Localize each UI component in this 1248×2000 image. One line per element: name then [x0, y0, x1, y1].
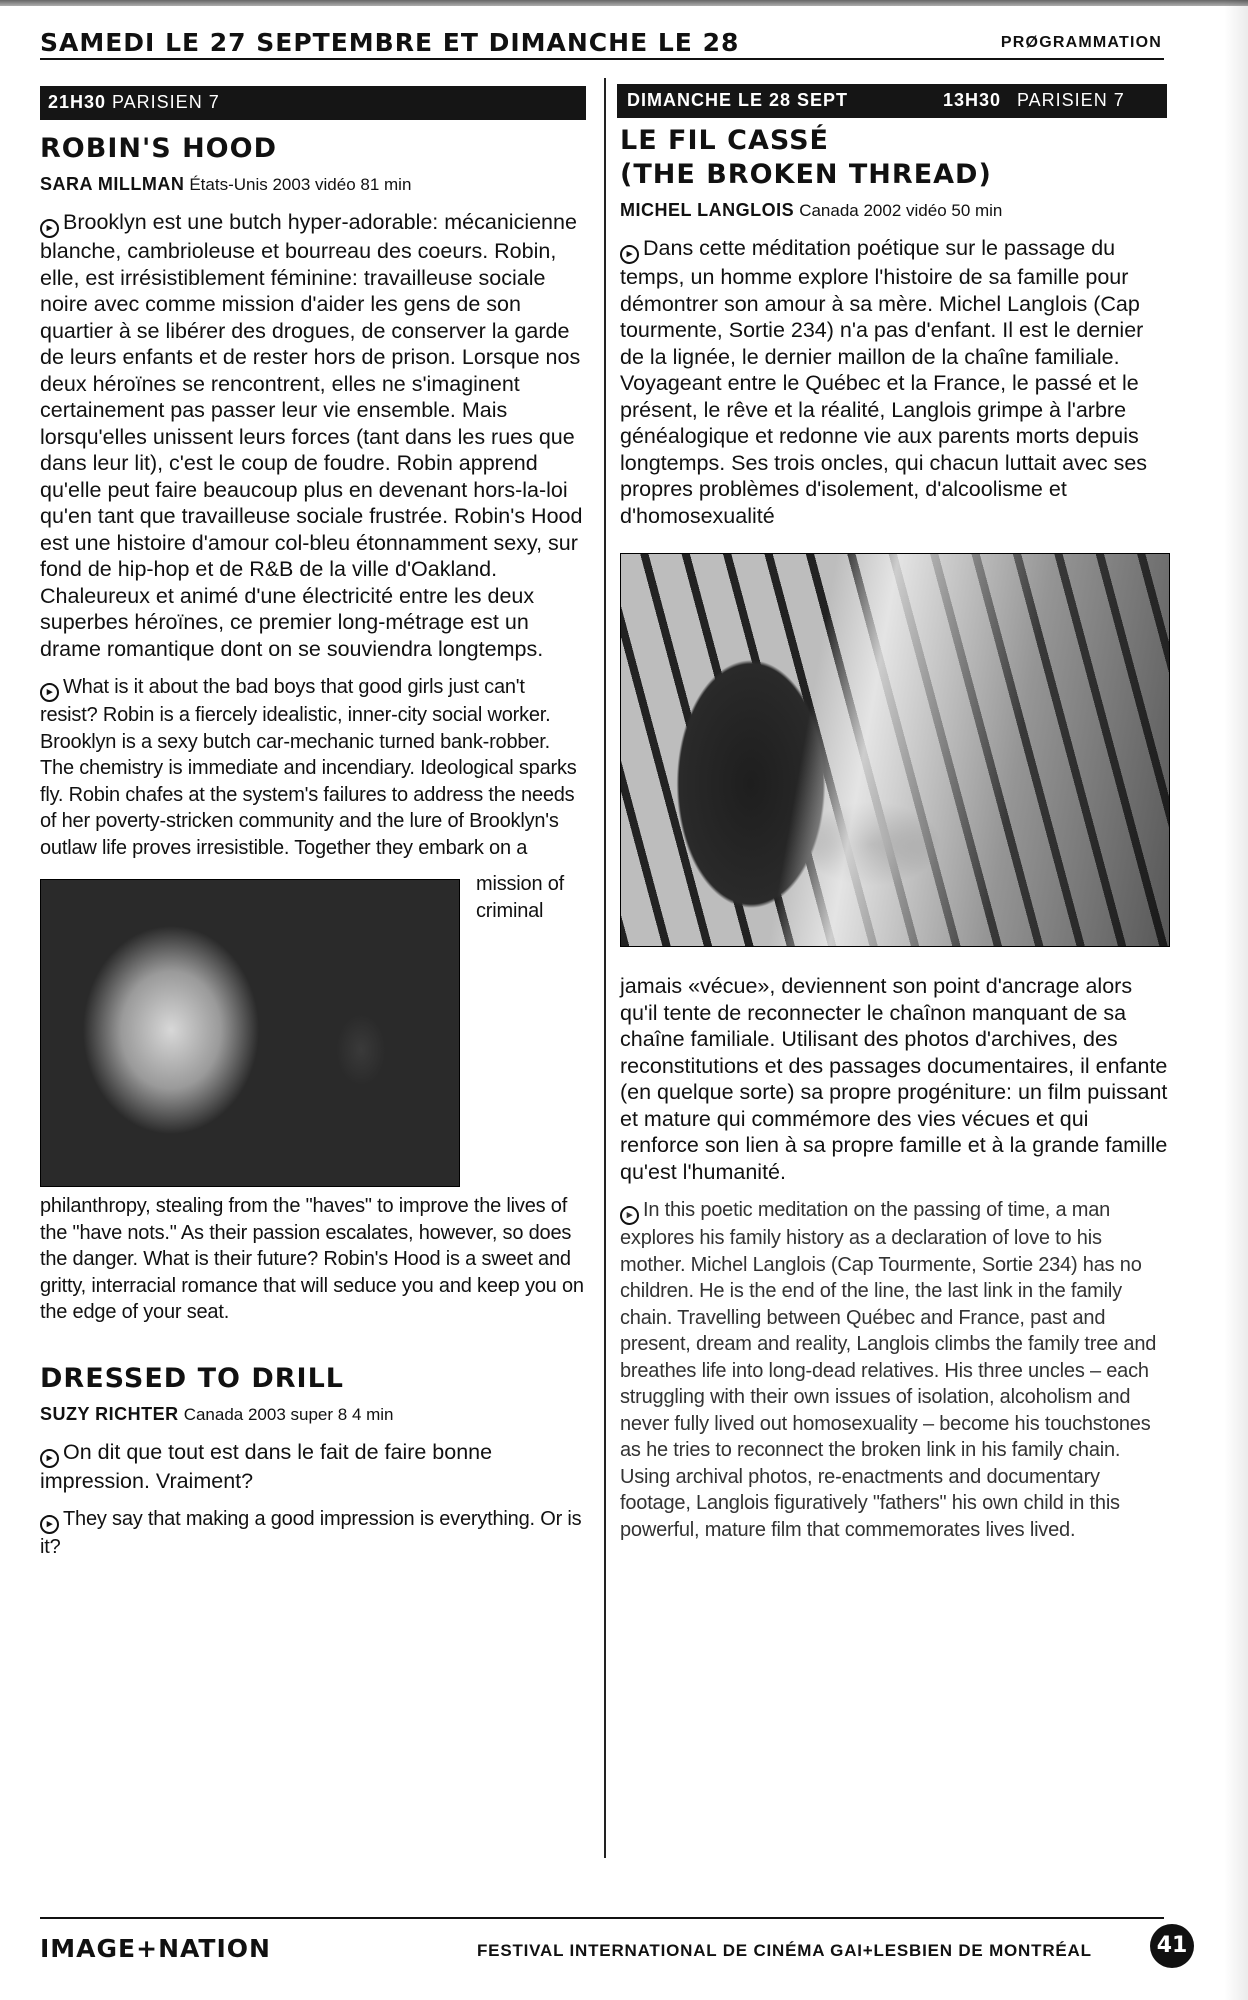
page-number: 41: [1150, 1924, 1194, 1968]
film-details: Canada 2002 vidéo 50 min: [799, 201, 1003, 220]
director-name: SUZY RICHTER: [40, 1403, 179, 1424]
header-rule: [40, 58, 1164, 60]
film-title: LE FIL CASSÉ: [620, 125, 829, 156]
footer-rule: [40, 1917, 1164, 1919]
page-title: SAMEDI LE 27 SEPTEMBRE ET DIMANCHE LE 28: [40, 28, 740, 57]
english-synopsis: [40, 1506, 585, 1561]
screening-day: DIMANCHE LE 28 SEPT: [627, 90, 849, 110]
film-still-photo: [40, 879, 460, 1187]
footer-brand: IMAGE+NATION: [40, 1934, 271, 1963]
footer-festival-name: FESTIVAL INTERNATIONAL DE CINÉMA GAI+LESBIEN DE MONTRÉAL: [477, 1941, 1092, 1960]
english-synopsis: [620, 1197, 1168, 1543]
bullet-icon: ▸: [620, 245, 639, 264]
film-credit: [620, 200, 1168, 221]
bullet-icon: ▸: [620, 1206, 639, 1225]
film-still-photo: [620, 553, 1170, 947]
french-synopsis: [620, 235, 1168, 529]
page-top-shade: [0, 0, 1248, 6]
french-synopsis-text: Dans cette méditation poétique sur le passage du temps, un homme explore l'histoire de sa famille pour démontrer son amour à sa mère. Michel Langlois (Cap tourmente, Sortie 234) n'a pas d'enfant. Il est le dernier de la lignée, le dernier maillon de la chaîne familiale. Voyageant entre le Québec et la France, le passé et le présent, le rêve et la réalité, Langlois grimpe à l'arbre généalogique et redonne vie aux parents morts depuis longtemps. Ses trois oncles, qui chacun luttait avec ses propres problèmes d'isolement, d'alcoolisme et d'homosexualité: [620, 236, 1148, 528]
film-credit: [40, 1404, 585, 1425]
director-name: SARA MILLMAN: [40, 174, 185, 194]
english-synopsis: [40, 674, 585, 861]
screening-venue: PARISIEN 7: [112, 92, 220, 112]
bullet-icon: ▸: [40, 683, 59, 702]
binding-shade: [1224, 0, 1248, 2000]
film-credit: [40, 174, 585, 195]
french-synopsis-continued: [620, 973, 1168, 1185]
film-title: DRESSED TO DRILL: [40, 1362, 345, 1394]
section-label: PRØGRAMMATION: [1000, 34, 1162, 51]
page-header: [40, 24, 1162, 58]
bullet-icon: ▸: [40, 1449, 59, 1468]
column-divider: [604, 78, 606, 1858]
screening-bar-right: [617, 84, 1167, 118]
right-column: [620, 124, 1168, 1553]
film-title: ROBIN'S HOOD: [40, 133, 277, 164]
french-synopsis-text: jamais «vécue», deviennent son point d'ancrage alors qu'il tente de reconnecter le chaînon manquant de sa chaîne familiale. Utilisant des photos d'archives, des reconstitutions et des passages documentaires, il enfante (en quelque sorte) sa propre progéniture: un film puissant et mature qui commémore des vies vécues et qui renforce son lien à sa propre famille et à la grande famille qu'est l'humanité.: [620, 974, 1168, 1184]
english-synopsis-text: They say that making a good impression is everything. Or is it?: [40, 1508, 582, 1558]
french-synopsis: [40, 1439, 585, 1495]
french-synopsis: [40, 209, 585, 662]
film-details: Canada 2003 super 8 4 min: [183, 1404, 394, 1424]
french-synopsis-text: Brooklyn est une butch hyper-adorable: mécanicienne blanche, cambrioleuse et bourreau des coeurs. Robin, elle, est irrésistiblement féminine: travailleuse sociale noire avec comme mission d'aider les gens de son quartier à se libérer des drogues, de conserver la garde de leurs enfants et de rester hors de prison. Lorsque nos deux héroïnes se rencontrent, elles ne s'imaginent certainement pas passer leur vie ensemble. Mais lorsqu'elles unissent leurs forces (tant dans les rues que dans leur lit), c'est le coup de foudre. Robin apprend qu'elle peut faire beaucoup plus en devenant hors-la-loi qu'en tant que travailleuse sociale frustrée. Robin's Hood est une histoire d'amour col-bleu étonnamment sexy, sur fond de hip-hop et de R&B de la ville d'Oakland. Chaleureux et animé d'une électricité entre les deux superbes héroïnes, ce premier long-métrage est un drame romantique dont on se souviendra longtemps.: [40, 210, 583, 661]
screening-time: 13H30: [943, 90, 1002, 110]
left-column: [40, 132, 585, 1571]
screening-venue: PARISIEN 7: [1017, 90, 1125, 110]
screening-time: 21H30: [48, 92, 107, 112]
english-synopsis-text: mission of criminal philanthropy, stealing from the "haves" to improve the lives of the "have nots." As their passion escalates, however, so does the danger. What is their future? Robin's Hood is a sweet and gritty, interracial romance that will seduce you and keep you on the edge of your seat.: [40, 873, 584, 1323]
english-synopsis-text: What is it about the bad boys that good girls just can't resist? Robin is a fiercely idealistic, inner-city social worker. Brooklyn is a sexy butch car-mechanic turned bank-robber. The chemistry is immediate and incendiary. Ideological sparks fly. Robin chafes at the system's failures to address the needs of her poverty-stricken community and the lure of Brooklyn's outlaw life proves irresistible. Together they embark on a: [40, 676, 577, 859]
bullet-icon: ▸: [40, 219, 59, 238]
screening-bar-left: [40, 86, 586, 120]
french-synopsis-text: On dit que tout est dans le fait de faire bonne impression. Vraiment?: [40, 1439, 493, 1493]
film-details: États-Unis 2003 vidéo 81 min: [189, 175, 412, 194]
director-name: MICHEL LANGLOIS: [620, 200, 795, 220]
english-synopsis-text: In this poetic meditation on the passing of time, a man explores his family history as a declaration of love to his mother. Michel Langlois (Cap Tourmente, Sortie 234) has no children. He is the end of the line, the last link in the family chain. Travelling between Québec and France, past and present, dream and reality, Langlois climbs the family tree and breathes life into long-dead relatives. His three uncles – each struggling with their own issues of isolation, alcoholism and never fully lived out homosexuality – become his touchstones as he tries to reconnect the broken link in his family chain. Using archival photos, re-enactments and documentary footage, Langlois figuratively "fathers" his own child in this powerful, mature film that commemorates lives lived.: [620, 1199, 1157, 1541]
film-title-english: (THE BROKEN THREAD): [620, 159, 992, 190]
bullet-icon: ▸: [40, 1515, 59, 1534]
